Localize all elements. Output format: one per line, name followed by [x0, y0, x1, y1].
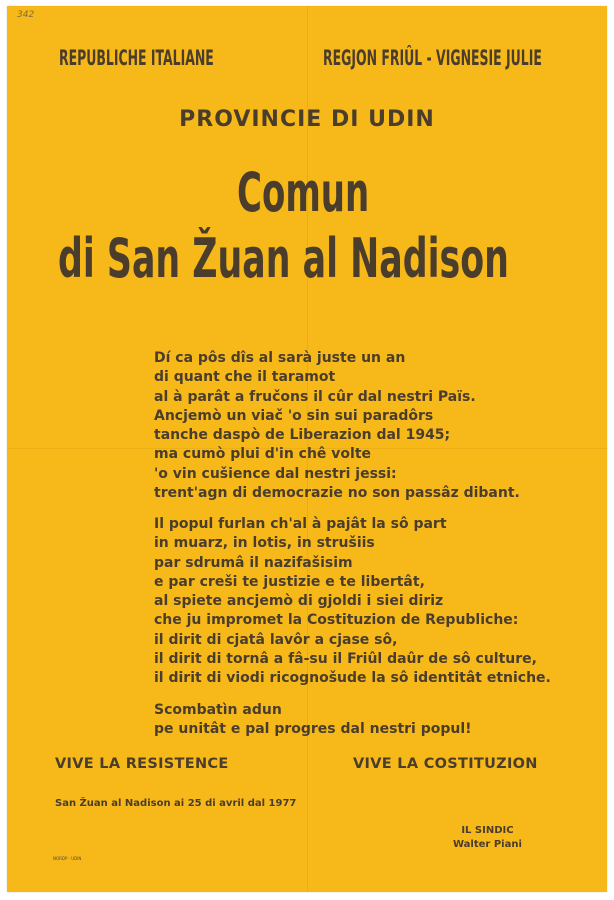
stanza-line: che ju impromet la Costituzion de Republiche:: [154, 612, 519, 629]
place-and-date: San Žuan al Nadison ai 25 di avril dal 1977: [55, 798, 297, 809]
title-line-2: di San Žuan al Nadison: [58, 227, 509, 290]
stanza-line: Dí ca pôs dîs al sarà juste un an: [154, 350, 406, 366]
stanza-line: Scombatìn adun: [154, 702, 282, 718]
poster: [7, 6, 607, 892]
slogan-costituzion: VIVE LA COSTITUZION: [353, 756, 538, 772]
stanza-line: par sdrumâ il nazifašisim: [154, 554, 353, 571]
stanza-1: [154, 349, 520, 503]
signature-block: [453, 824, 522, 852]
stanza-line: e par creši te justizie e te libertât,: [154, 573, 425, 590]
stanza-line: trent'agn di democrazie no son passâz dibant.: [154, 485, 520, 502]
stanza-line: in muarz, in lotis, in strušiis: [154, 535, 375, 552]
stanza-line: pe unitât e pal progres dal nestri popul!: [154, 721, 472, 738]
slogan-resistence: VIVE LA RESISTENCE: [55, 756, 229, 772]
archive-number: 342: [17, 10, 35, 20]
signature-role: IL SINDIC: [461, 825, 514, 836]
stanza-line: il dirit di viodi ricognošude la sô identitât etniche.: [154, 670, 551, 687]
stanza-3: [154, 701, 472, 740]
stanza-line: al spiete ancjemò di gjoldi i siei diriz: [154, 593, 444, 610]
stanza-line: Ancjemò un viač 'o sin sui paradôrs: [154, 407, 434, 424]
printer-imprint: NORDP · UDIN: [53, 856, 82, 861]
header-region: REGJON FRIÛL - VIGNESIE JULIE: [323, 46, 542, 70]
title-line-1: Comun: [237, 161, 370, 224]
province-heading: PROVINCIE DI UDIN: [179, 107, 435, 132]
stanza-line: 'o vin cušience dal nestri jessi:: [154, 465, 397, 482]
header-republic: REPUBLICHE ITALIANE: [59, 46, 214, 70]
stanza-2: [154, 515, 551, 689]
stanza-line: tanche daspò de Liberazion dal 1945;: [154, 427, 451, 444]
signature-name: Walter Piani: [453, 839, 522, 850]
stanza-line: al à parât a fručons il cûr dal nestri Païs.: [154, 388, 476, 405]
stanza-line: di quant che il taramot: [154, 369, 336, 386]
stanza-line: il dirit di cjatâ lavôr a cjase sô,: [154, 631, 398, 648]
stanza-line: ma cumò plui d'in chê volte: [154, 446, 372, 463]
stanza-line: il dirit di tornâ a fâ-su il Friûl daûr de sô culture,: [154, 651, 537, 668]
stanza-line: Il popul furlan ch'al à pajât la sô part: [154, 516, 447, 532]
